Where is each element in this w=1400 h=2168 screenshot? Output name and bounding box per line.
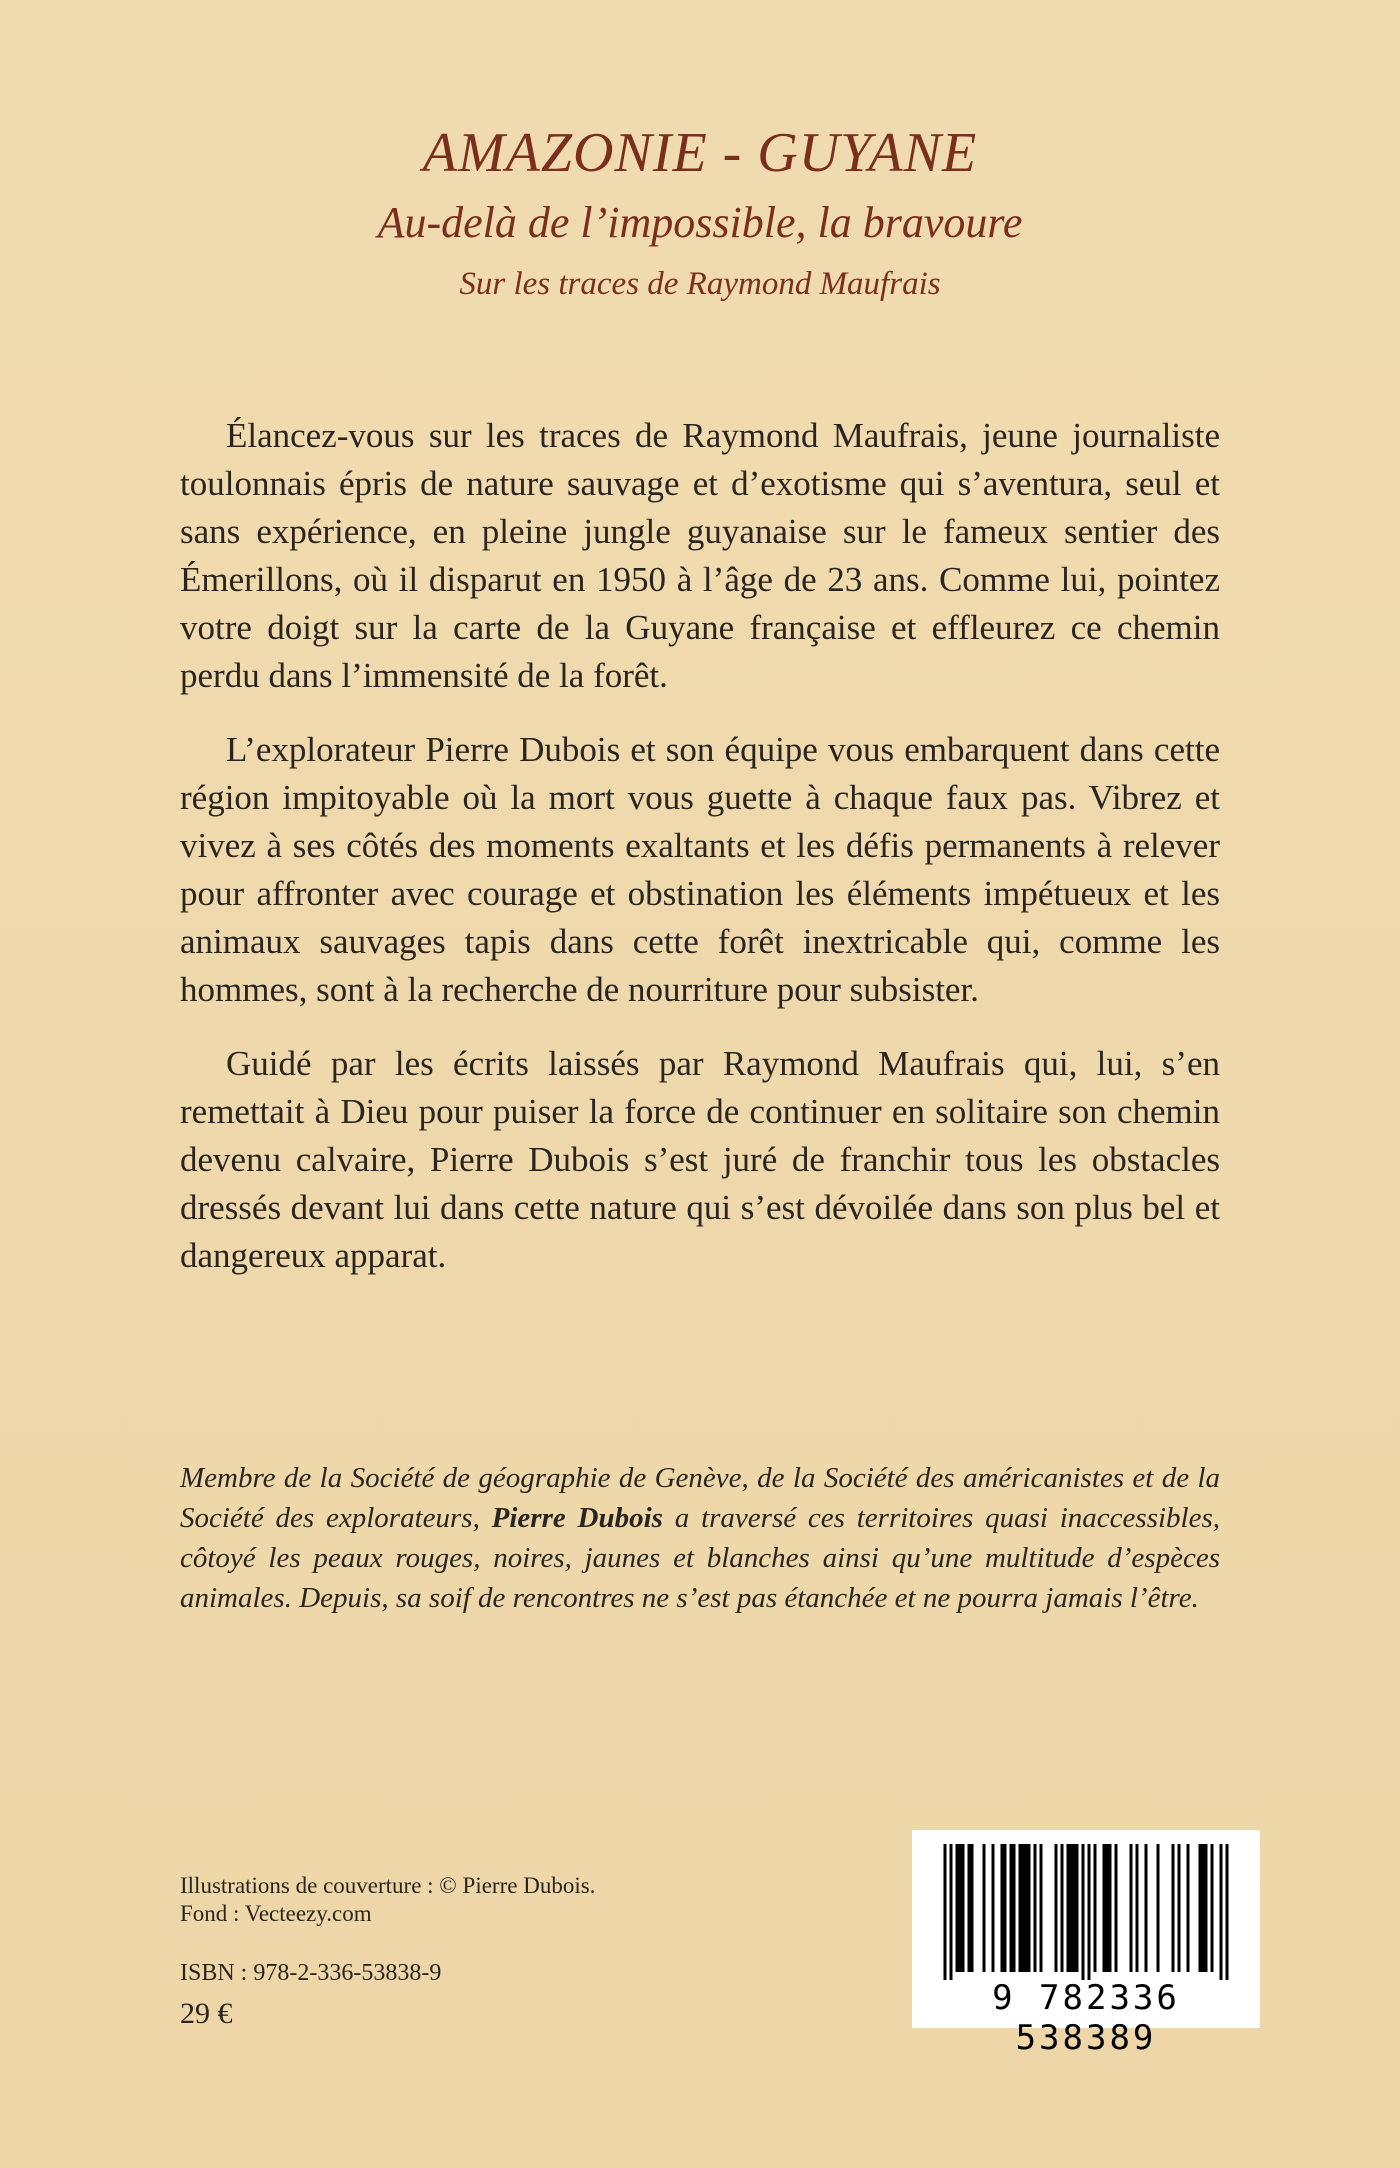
barcode-bar — [1226, 1844, 1229, 1980]
book-subtitle: Au-delà de l’impossible, la bravoure — [377, 198, 1023, 247]
barcode-bar — [1202, 1844, 1205, 1972]
barcode-bar — [1022, 1844, 1025, 1972]
author-name: Pierre Dubois — [491, 1502, 663, 1534]
barcode-bar — [1004, 1844, 1007, 1972]
barcode-bar — [962, 1844, 965, 1972]
barcode-bar — [1076, 1844, 1079, 1972]
barcode-bar — [959, 1844, 962, 1972]
barcode-bar — [1025, 1844, 1028, 1972]
barcode-bar — [1010, 1844, 1013, 1972]
book-title: AMAZONIE - GUYANE — [422, 122, 978, 184]
price: 29 € — [180, 1997, 233, 2030]
barcode-bar — [1205, 1844, 1208, 1972]
blurb — [180, 412, 1220, 1306]
barcode-bar — [1034, 1844, 1037, 1972]
barcode-bar — [956, 1844, 959, 1972]
background-credit: Fond : Vecteezy.com — [180, 1901, 372, 1926]
barcode-bar — [1082, 1844, 1085, 1980]
barcode-bar — [1115, 1844, 1118, 1972]
barcode-bar — [1103, 1844, 1106, 1972]
barcode-bar — [1157, 1844, 1160, 1972]
barcode-bar — [1013, 1844, 1016, 1972]
title-block — [0, 118, 1400, 306]
blurb-paragraph-1: Élancez-vous sur les traces de Raymond Maufrais, jeune journaliste toulonnais épris de nature sauvage et d’exotisme qui s’aventura, seul et sans expérience, en pleine jungle guyanaise sur le fameux sentier des Émerillons, où il disparut en 1950 à l’âge de 23 ans. Comme lui, pointez votre doigt sur la carte de la Guyane française et effleurez ce chemin perdu dans l’immensité de la forêt. — [180, 416, 1220, 695]
barcode-bar — [1067, 1844, 1070, 1972]
barcode-bars — [912, 1830, 1260, 1980]
barcode-bar — [968, 1844, 971, 1972]
barcode-bar — [1220, 1844, 1223, 1980]
barcode-bar — [1130, 1844, 1133, 1972]
barcode-bar — [1199, 1844, 1202, 1972]
barcode-bar — [1094, 1844, 1097, 1972]
barcode-digits: 9 782336 538389 — [992, 1978, 1180, 2058]
barcode-bar — [1055, 1844, 1058, 1972]
barcode-bar — [1073, 1844, 1076, 1972]
book-tagline: Sur les traces de Raymond Maufrais — [459, 266, 941, 302]
barcode-bar — [1211, 1844, 1214, 1972]
barcode-bar — [950, 1844, 953, 1980]
credits — [180, 1872, 595, 1928]
barcode-bar — [1172, 1844, 1175, 1972]
barcode-bar — [1061, 1844, 1064, 1972]
barcode-bar — [992, 1844, 995, 1972]
barcode-bar — [1040, 1844, 1043, 1972]
barcode-bar — [1145, 1844, 1148, 1972]
author-bio — [180, 1458, 1220, 1618]
barcode-bar — [1001, 1844, 1004, 1972]
barcode-bar — [1109, 1844, 1112, 1972]
barcode-bar — [1136, 1844, 1139, 1972]
barcode-bar — [1106, 1844, 1109, 1972]
illustration-credit: Illustrations de couverture : © Pierre Dubois. — [180, 1873, 596, 1898]
barcode-bar — [944, 1844, 947, 1980]
author-bio-before: Membre de la Société de géographie de Genève, de la Société des américanistes et de la Société des explorateurs, — [180, 1462, 1220, 1534]
barcode-bar — [983, 1844, 986, 1972]
blurb-paragraph-3: Guidé par les écrits laissés par Raymond Maufrais qui, lui, s’en remettait à Dieu pour puiser la force de continuer en solitaire son chemin devenu calvaire, Pierre Dubois s’est juré de franchir tous les obstacles dressés devant lui dans cette nature qui s’est dévoilée dans son plus bel et dangereux apparat. — [180, 1044, 1220, 1275]
barcode-bar — [1028, 1844, 1031, 1972]
isbn: ISBN : 978-2-336-53838-9 — [180, 1960, 442, 1986]
barcode-bar — [1019, 1844, 1022, 1972]
barcode-bar — [1187, 1844, 1190, 1972]
blurb-paragraph-2: L’explorateur Pierre Dubois et son équipe vous embarquent dans cette région impitoyable où la mort vous guette à chaque faux pas. Vibrez et vivez à ses côtés des moments exaltants et les défis permanents à relever pour affronter avec courage et obstination les éléments impétueux et les animaux sauvages tapis dans cette forêt inextricable qui, comme les hommes, sont à la recherche de nourriture pour subsister. — [180, 730, 1220, 1009]
barcode-bar — [1088, 1844, 1091, 1980]
barcode-bar — [1178, 1844, 1181, 1972]
author-bio-after: a traversé ces territoires quasi inaccessibles, côtoyé les peaux rouges, noires, jaunes et blanches ainsi qu’une multitude d’espèces animales. Depuis, sa soif de rencontres ne s’est pas étanchée et ne pourra jamais l’être. — [180, 1502, 1221, 1614]
barcode — [912, 1830, 1260, 2058]
barcode-bar — [971, 1844, 974, 1972]
barcode-bar — [1070, 1844, 1073, 1972]
